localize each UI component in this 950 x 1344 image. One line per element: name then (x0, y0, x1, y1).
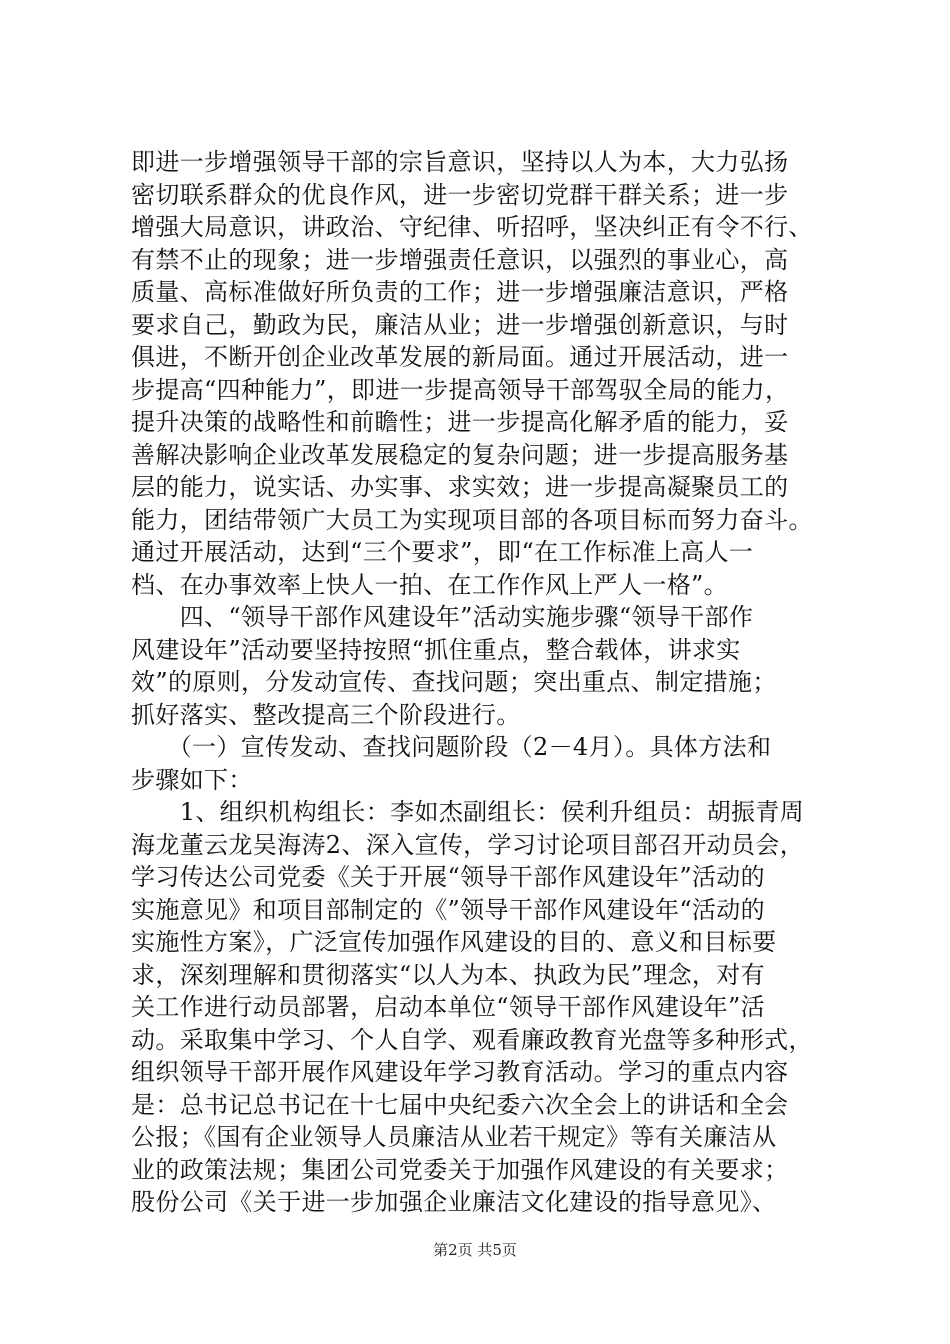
text-line: 关工作进行动员部署，启动本单位“领导干部作风建设年”活 (131, 993, 765, 1021)
text-line: 有禁不止的现象；进一步增强责任意识，以强烈的事业心，高 (131, 245, 789, 274)
text-line: 提升决策的战略性和前瞻性；进一步提高化解矛盾的能力，妥 (131, 408, 789, 436)
body-text (131, 146, 831, 1219)
text-line: 动。采取集中学习、个人自学、观看廉政教育光盘等多种形式， (131, 1025, 813, 1054)
text-line: 是：总书记总书记在十七届中央纪委六次全会上的讲话和全会 (131, 1090, 789, 1119)
text-line: 要求自己，勤政为民，廉洁从业；进一步增强创新意识，与时 (131, 310, 789, 339)
text-line: 海龙董云龙吴海涛2、深入宣传，学习讨论项目部召开动员会， (131, 830, 805, 859)
text-line: 风建设年”活动要坚持按照“抓住重点，整合载体，讲求实 (131, 635, 741, 664)
text-line: 组织领导干部开展作风建设年学习教育活动。学习的重点内容 (131, 1058, 789, 1086)
text-line: 步骤如下： (131, 765, 253, 794)
text-line: 步提高“四种能力”，即进一步提高领导干部驾驭全局的能力， (131, 375, 790, 404)
text-line: 四、“领导干部作风建设年”活动实施步骤“领导干部作 (131, 603, 754, 631)
text-line: 学习传达公司党委《关于开展“领导干部作风建设年”活动的 (131, 863, 765, 891)
text-line: （一）宣传发动、查找问题阶段（2－4月）。具体方法和 (131, 733, 772, 761)
text-line: 增强大局意识，讲政治、守纪律、听招呼，坚决纠正有令不行、 (131, 213, 813, 241)
text-line: 能力，团结带领广大员工为实现项目部的各项目标而努力奋斗。 (131, 505, 813, 534)
text-line: 实施性方案》，广泛宣传加强作风建设的目的、意义和目标要 (131, 928, 777, 956)
text-line: 业的政策法规；集团公司党委关于加强作风建设的有关要求； (131, 1155, 789, 1184)
page-footer: 第2页 共5页 (433, 1241, 517, 1259)
text-line: 1、组织机构组长：李如杰副组长：侯利升组员：胡振青周 (131, 798, 805, 826)
text-line: 即进一步增强领导干部的宗旨意识，坚持以人为本，大力弘扬 (131, 148, 789, 176)
text-line: 通过开展活动，达到“三个要求”，即“在工作标准上高人一 (131, 538, 754, 566)
text-line: 层的能力，说实话、办实事、求实效；进一步提高凝聚员工的 (131, 473, 789, 501)
text-line: 效”的原则，分发动宣传、查找问题；突出重点、制定措施； (131, 668, 777, 696)
text-line: 俱进，不断开创企业改革发展的新局面。通过开展活动，进一 (131, 343, 789, 371)
text-line: 质量、高标准做好所负责的工作；进一步增强廉洁意识，严格 (131, 278, 789, 306)
text-line: 密切联系群众的优良作风，进一步密切党群干群关系；进一步 (131, 180, 789, 209)
text-line: 实施意见》和项目部制定的《”领导干部作风建设年“活动的 (131, 895, 765, 924)
text-line: 档、在办事效率上快人一拍、在工作作风上严人一格”。 (131, 570, 729, 599)
text-line: 善解决影响企业改革发展稳定的复杂问题；进一步提高服务基 (131, 440, 789, 469)
text-line: 求，深刻理解和贯彻落实“以人为本、执政为民”理念，对有 (131, 960, 765, 989)
text-line: 抓好落实、整改提高三个阶段进行。 (131, 700, 521, 729)
text-line: 股份公司《关于进一步加强企业廉洁文化建设的指导意见》、 (131, 1188, 777, 1216)
text-line: 公报；《国有企业领导人员廉洁从业若干规定》等有关廉洁从 (131, 1123, 777, 1151)
